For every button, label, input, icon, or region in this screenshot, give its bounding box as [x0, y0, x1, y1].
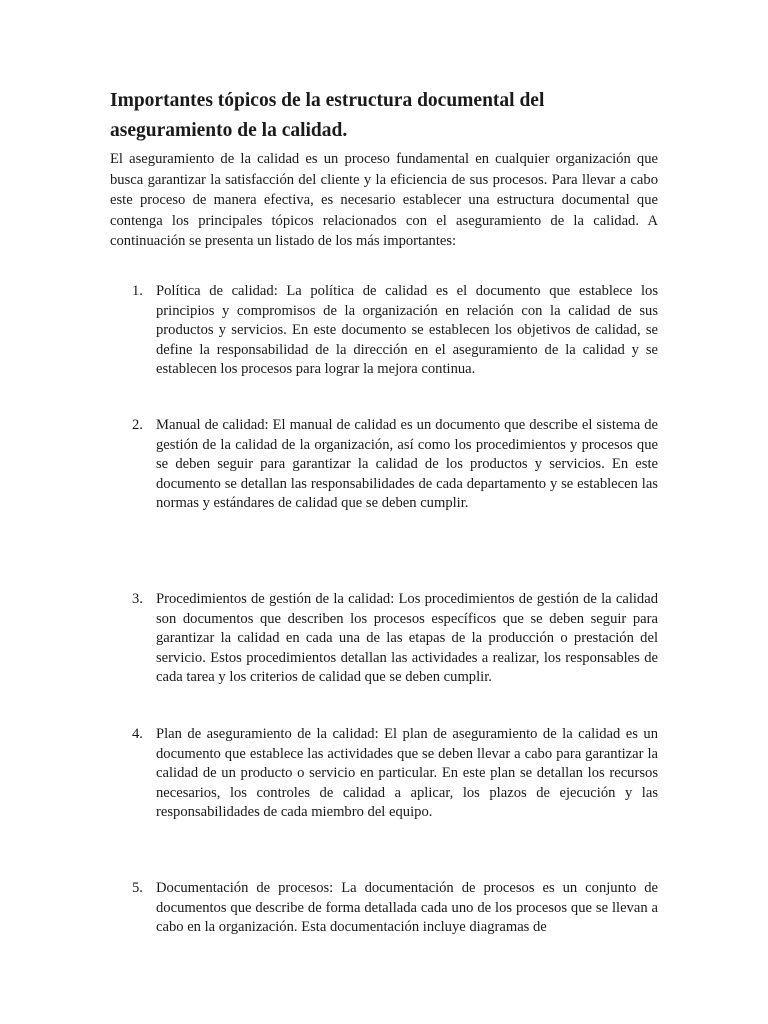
list-item-procedimientos-de-gestion — [110, 590, 658, 688]
list-item-text: Documentación de procesos: La documentación de procesos es un conjunto de documentos que describe de forma detallada cada uno de los procesos que se llevan a cabo en la organización. Esta documentación incluye diagramas de — [156, 880, 658, 936]
list-item-number: 1. — [132, 283, 143, 299]
intro-paragraph: El aseguramiento de la calidad es un proceso fundamental en cualquier organización que busca garantizar la satisfacción del cliente y la eficiencia de sus procesos. Para llevar a cabo este proceso de manera efectiva, es necesario establecer una estructura documental que contenga los principales tópicos relacionados con el aseguramiento de la calidad. A continuación se presenta un listado de los más importantes: — [110, 151, 658, 250]
document-title: Importantes tópicos de la estructura documental del aseguramiento de la calidad. — [110, 90, 545, 141]
list-item-number: 5. — [132, 880, 143, 896]
list-item-number: 3. — [132, 591, 143, 607]
list-item-text: Procedimientos de gestión de la calidad: Los procedimientos de gestión de la calidad son documentos que describen los procesos específicos que se deben seguir para garantizar la calidad en cada una de las etapas de la producción o prestación del servicio. Estos procedimientos detallan las actividades a realizar, los responsables de cada tarea y los criterios de calidad que se deben cumplir. — [156, 591, 658, 686]
list-item-documentacion-de-procesos — [110, 879, 658, 938]
list-item-text: Manual de calidad: El manual de calidad es un documento que describe el sistema de gestión de la calidad de la organización, así como los procedimientos y procesos que se deben seguir para garantizar la calidad de los productos y servicios. En este documento se detallan las responsabilidades de cada departamento y se establecen las normas y estándares de calidad que se deben cumplir. — [156, 417, 658, 512]
list-item-politica-de-calidad — [110, 282, 658, 380]
list-item-plan-de-aseguramiento — [110, 725, 658, 823]
list-item-number: 4. — [132, 726, 143, 742]
list-item-text: Plan de aseguramiento de la calidad: El plan de aseguramiento de la calidad es un documento que establece las actividades que se deben llevar a cabo para garantizar la calidad de un producto o servicio en particular. En este plan se detallan los recursos necesarios, los controles de calidad a aplicar, los plazos de ejecución y las responsabilidades de cada miembro del equipo. — [156, 726, 658, 821]
list-item-manual-de-calidad — [110, 416, 658, 514]
list-item-text: Política de calidad: La política de calidad es el documento que establece los principios y compromisos de la organización en relación con la calidad de sus productos y servicios. En este documento se establecen los objetivos de calidad, se define la responsabilidad de la dirección en el aseguramiento de la calidad y se establecen los procesos para lograr la mejora continua. — [156, 283, 658, 378]
list-item-number: 2. — [132, 417, 143, 433]
